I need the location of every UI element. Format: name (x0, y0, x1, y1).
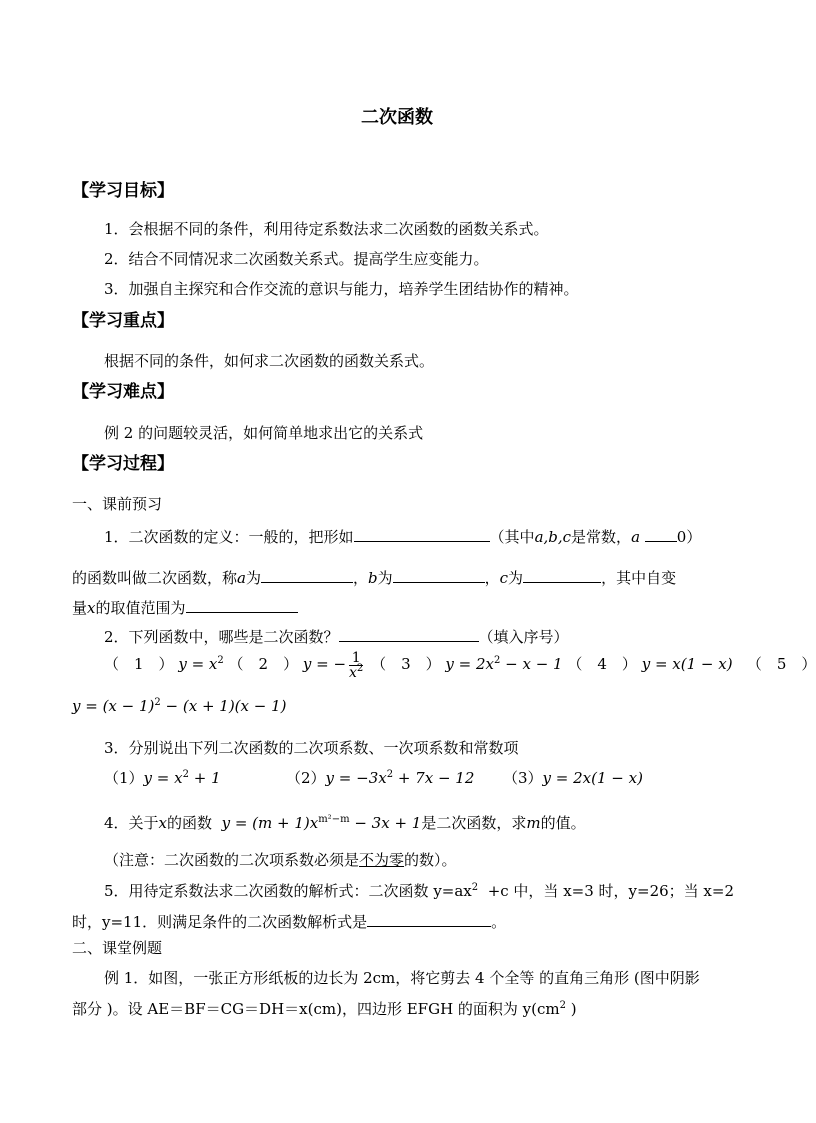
goals-heading: 【学习目标】 (72, 181, 174, 201)
preview-heading: 一、课前预习 (72, 495, 163, 513)
q2-line1: 2．下列函数中，哪些是二次函数？ （填入序号） (104, 625, 569, 647)
q3-item-3: （3）y = 2x(1 − x) (503, 769, 643, 787)
q2-option-5: $y = (x - 1)^2 - (x + 1)(x - 1)$ (72, 697, 287, 715)
goal-item-2: 2．结合不同情况求二次函数关系式。提高学生应变能力。 (104, 250, 489, 268)
note-line: （注意：二次函数的二次项系数必须是不为零的数）。 (104, 851, 457, 869)
q1-line3: 量x的取值范围为 (72, 596, 298, 618)
examples-heading: 二、课堂例题 (72, 939, 163, 957)
difficulty-text: 例 2 的问题较灵活，如何简单地求出它的关系式 (104, 424, 424, 442)
q1-line1: 1．二次函数的定义：一般的，把形如 （其中a,b,c是常数，a 0） (104, 525, 701, 547)
q3-text: 3．分别说出下列二次函数的二次项系数、一次项系数和常数项 (104, 739, 519, 757)
difficulty-heading: 【学习难点】 (72, 382, 174, 402)
q4-line: 4．关于x的函数 $y = (m + 1)x^{m^2-m} - 3x + 1$是二次函数，求m的值。 (104, 814, 586, 832)
example-1-line1: 例 1．如图，一张正方形纸板的边长为 2cm，将它剪去 4 个全等 的直角三角形 (图中阴影 (104, 969, 700, 987)
goal-item-1: 1．会根据不同的条件，利用待定系数法求二次函数的函数关系式。 (104, 220, 549, 238)
q5-line1: 5．用待定系数法求二次函数的解析式：二次函数 $y=ax^2 +c$ 中，当 x=3 时，y=26；当 x=2 (104, 882, 735, 900)
key-text: 根据不同的条件，如何求二次函数的函数关系式。 (104, 352, 435, 370)
page-title: 二次函数 (361, 107, 433, 128)
q3-item-1: $(1)y = x^2 + 1$ (104, 769, 221, 787)
q3-item-2: $(2)y = -3x^2 + 7x - 12$ (286, 769, 475, 787)
goal-item-3: 3．加强自主探究和合作交流的意识与能力，培养学生团结协作的精神。 (104, 280, 579, 298)
q2-options: （ 1 ） $y = x^2$ （ 2 ） y = − $\frac{1}{x^2}$ （ 3 ） $y = 2x^2 - x - 1$ （ 4 ） y = x(1 − x) （ 5 ） (104, 649, 816, 681)
q5-line2: 时，y=11．则满足条件的二次函数解析式是 。 (72, 910, 506, 932)
process-heading: 【学习过程】 (72, 454, 174, 474)
example-1-line2: 部分 )。设 AE＝BF＝CG＝DH＝x(cm)，四边形 EFGH 的面积为 $y(cm^2$ ) (72, 1000, 577, 1018)
key-heading: 【学习重点】 (72, 311, 174, 331)
q1-line2: 的函数叫做二次函数，称a为 ，b为 ，c为 ，其中自变 (72, 566, 676, 588)
